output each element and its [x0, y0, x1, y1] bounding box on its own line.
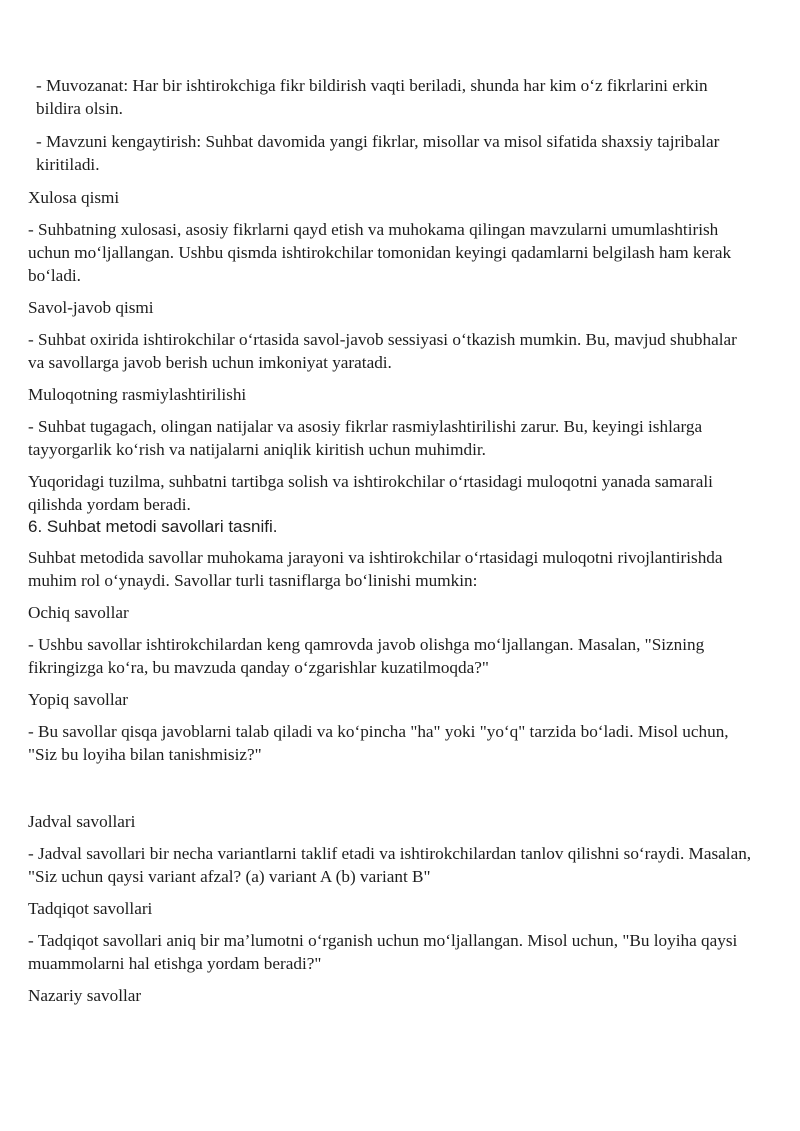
heading-savol-javob-qismi: Savol-javob qismi — [28, 298, 154, 317]
heading-jadval-savollari: Jadval savollari — [28, 812, 136, 831]
paragraph-tadqiqot-savollari: - Tadqiqot savollari aniq bir ma’lumotni o‘rganish uchun mo‘ljallangan. Misol uchun, "Bu loyiha qaysi muammolarni hal etishga yordam beradi?" — [28, 931, 738, 973]
paragraph-ochiq-savollar: - Ushbu savollar ishtirokchilardan keng qamrovda javob olishga mo‘ljallangan. Masalan, "Sizning fikringizga ko‘ra, bu mavzuda qanday o‘zgarishlar kuzatilmoqda?" — [28, 635, 705, 677]
paragraph-muloqot: - Suhbat tugagach, olingan natijalar va asosiy fikrlar rasmiylashtirilishi zarur. Bu, keyingi ishlarga tayyorgarlik ko‘rish va natijalarni aniqlik kiritish uchun muhimdir. — [28, 417, 703, 459]
paragraph-muvozanat: - Muvozanat: Har bir ishtirokchiga fikr bildirish vaqti beriladi, shunda har kim o‘z fikrlarini erkin bildira olsin. — [36, 76, 708, 118]
paragraph-intro: Suhbat metodida savollar muhokama jarayoni va ishtirokchilar o‘rtasidagi muloqotni rivojlantirishda muhim rol o‘ynaydi. Savollar turli tasniflarga bo‘linishi mumkin: — [28, 548, 723, 590]
blank-spacer — [28, 766, 753, 810]
paragraph-savol-javob: - Suhbat oxirida ishtirokchilar o‘rtasida savol-javob sessiyasi o‘tkazish mumkin. Bu, mavjud shubhalar va savollarga javob berish uchun imkoniyat yaratadi. — [28, 330, 737, 372]
paragraph-xulosa: - Suhbatning xulosasi, asosiy fikrlarni qayd etish va muhokama qilingan mavzularni umumlashtirish uchun mo‘ljallangan. Ushbu qismda ishtirokchilar tomonidan keyingi qadamlarni belgilash ham kerak bo‘ladi. — [28, 220, 732, 285]
paragraph-yopiq-savollar: - Bu savollar qisqa javoblarni talab qiladi va ko‘pincha "ha" yoki "yo‘q" tarzida bo‘ladi. Misol uchun, "Siz bu loyiha bilan tanishmisiz?" — [28, 722, 729, 764]
heading-ochiq-savollar: Ochiq savollar — [28, 603, 129, 622]
paragraph-jadval-savollari: - Jadval savollari bir necha variantlarni taklif etadi va ishtirokchilardan tanlov qilishni so‘raydi. Masalan, "Siz uchun qaysi variant afzal? (a) variant A (b) variant B" — [28, 844, 752, 886]
paragraph-yuqoridagi-tuzilma: Yuqoridagi tuzilma, suhbatni tartibga solish va ishtirokchilar o‘rtasidagi muloqotni yanada samarali qilishda yordam beradi. — [28, 472, 713, 514]
document-page — [28, 74, 753, 1007]
section-heading-6: 6. Suhbat metodi savollari tasnifi. — [28, 517, 278, 536]
heading-xulosa-qismi: Xulosa qismi — [28, 188, 120, 207]
heading-muloqot-rasmiylashtirilishi: Muloqotning rasmiylashtirilishi — [28, 385, 247, 404]
heading-nazariy-savollar: Nazariy savollar — [28, 986, 142, 1005]
heading-yopiq-savollar: Yopiq savollar — [28, 690, 128, 709]
heading-tadqiqot-savollari: Tadqiqot savollari — [28, 899, 153, 918]
paragraph-mavzuni-kengaytirish: - Mavzuni kengaytirish: Suhbat davomida yangi fikrlar, misollar va misol sifatida shaxsiy tajribalar kiritiladi. — [36, 132, 720, 174]
